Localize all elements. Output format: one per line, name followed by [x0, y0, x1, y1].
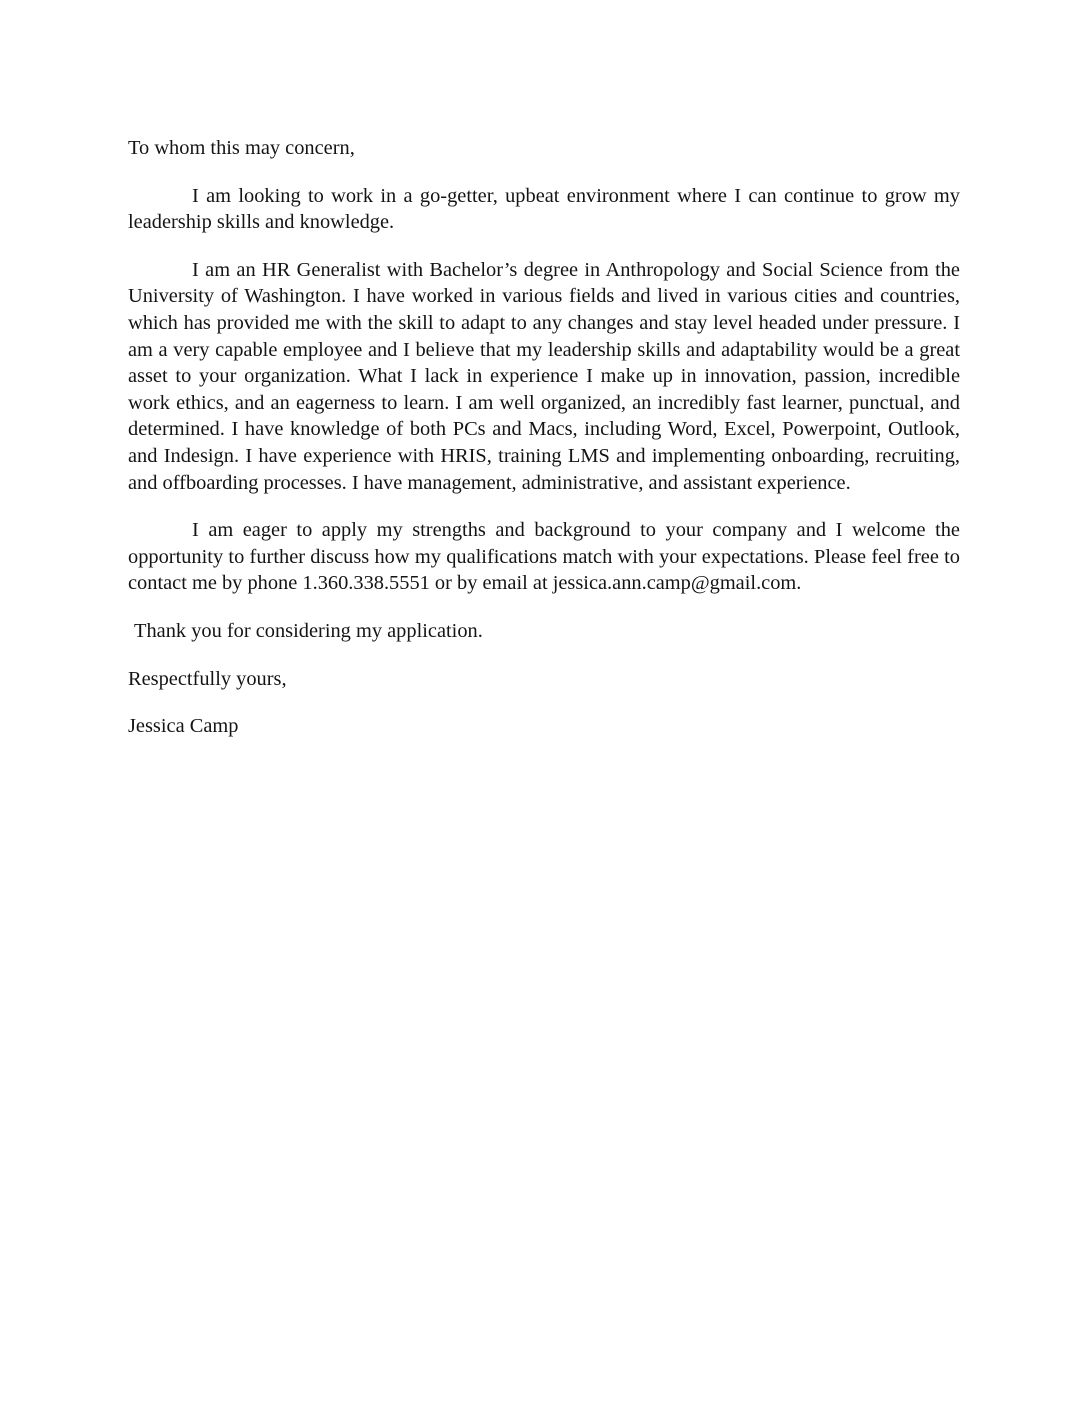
paragraph-contact: I am eager to apply my strengths and background to your company and I welcome the opportunity to further discuss how my qualifications match with your expectations. Please feel free to contact me by phone 1.360.338.5551 or by email at jessica.ann.camp@gmail.com. — [128, 519, 960, 595]
signature-name: Jessica Camp — [128, 715, 239, 738]
closing: Respectfully yours, — [128, 667, 287, 690]
thanks-line: Thank you for considering my application. — [134, 619, 483, 642]
paragraph-qualifications: I am an HR Generalist with Bachelor’s degree in Anthropology and Social Science from the University of Washington. I have worked in various fields and lived in various cities and countries, which has provided me with the skill to adapt to any changes and stay level headed under pressure. I am a very capable employee and I believe that my leadership skills and adaptability would be a great asset to your organization. What I lack in experience I make up in innovation, passion, incredible work ethics, and an eagerness to learn. I am well organized, an incredibly fast learner, punctual, and determined. I have knowledge of both PCs and Macs, including Word, Excel, Powerpoint, Outlook, and Indesign. I have experience with HRIS, training LMS and implementing onboarding, recruiting, and offboarding processes. I have management, administrative, and assistant experience. — [128, 258, 960, 494]
paragraph-intro: I am looking to work in a go-getter, upbeat environment where I can continue to grow my leadership skills and knowledge. — [128, 184, 960, 234]
salutation: To whom this may concern, — [128, 137, 355, 159]
cover-letter — [128, 135, 960, 761]
